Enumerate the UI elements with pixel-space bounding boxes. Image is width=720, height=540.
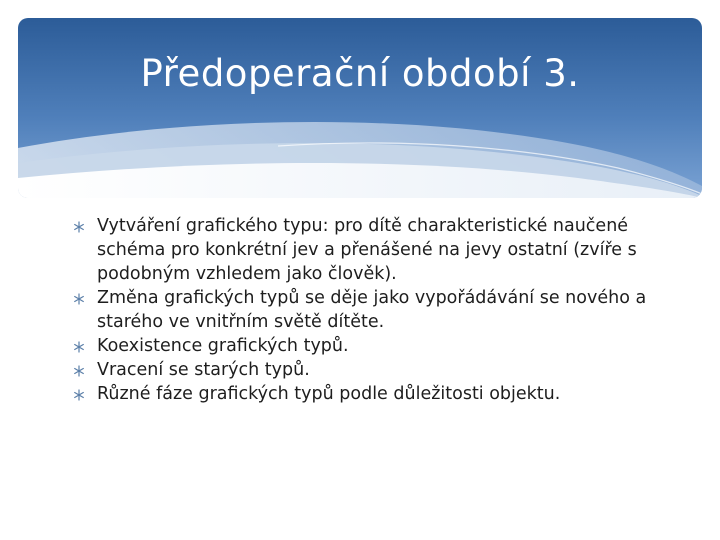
bullet-text: Změna grafických typů se děje jako vypořádávání se nového a starého ve vnitřním světě dítěte. — [97, 288, 647, 332]
asterisk-icon — [72, 384, 86, 404]
list-item — [72, 214, 672, 286]
asterisk-icon — [72, 288, 86, 308]
banner-background — [18, 18, 702, 198]
bullet-text: Různé fáze grafických typů podle důležitosti objektu. — [97, 384, 561, 404]
list-item — [72, 382, 672, 406]
bullet-text: Koexistence grafických typů. — [97, 336, 349, 356]
title-banner — [18, 18, 702, 198]
slide-title: Předoperační období 3. — [140, 52, 580, 95]
bullet-text: Vracení se starých typů. — [97, 360, 310, 380]
bullet-text: Vytváření grafického typu: pro dítě charakteristické naučené schéma pro konkrétní jev a přenášené na jevy ostatní (zvíře s podobným vzhledem jako člověk). — [97, 216, 637, 284]
list-item — [72, 334, 672, 358]
list-item — [72, 358, 672, 382]
asterisk-icon — [72, 360, 86, 380]
bullet-list — [72, 214, 672, 406]
list-item — [72, 286, 672, 334]
asterisk-icon — [72, 336, 86, 356]
asterisk-icon — [72, 216, 86, 236]
